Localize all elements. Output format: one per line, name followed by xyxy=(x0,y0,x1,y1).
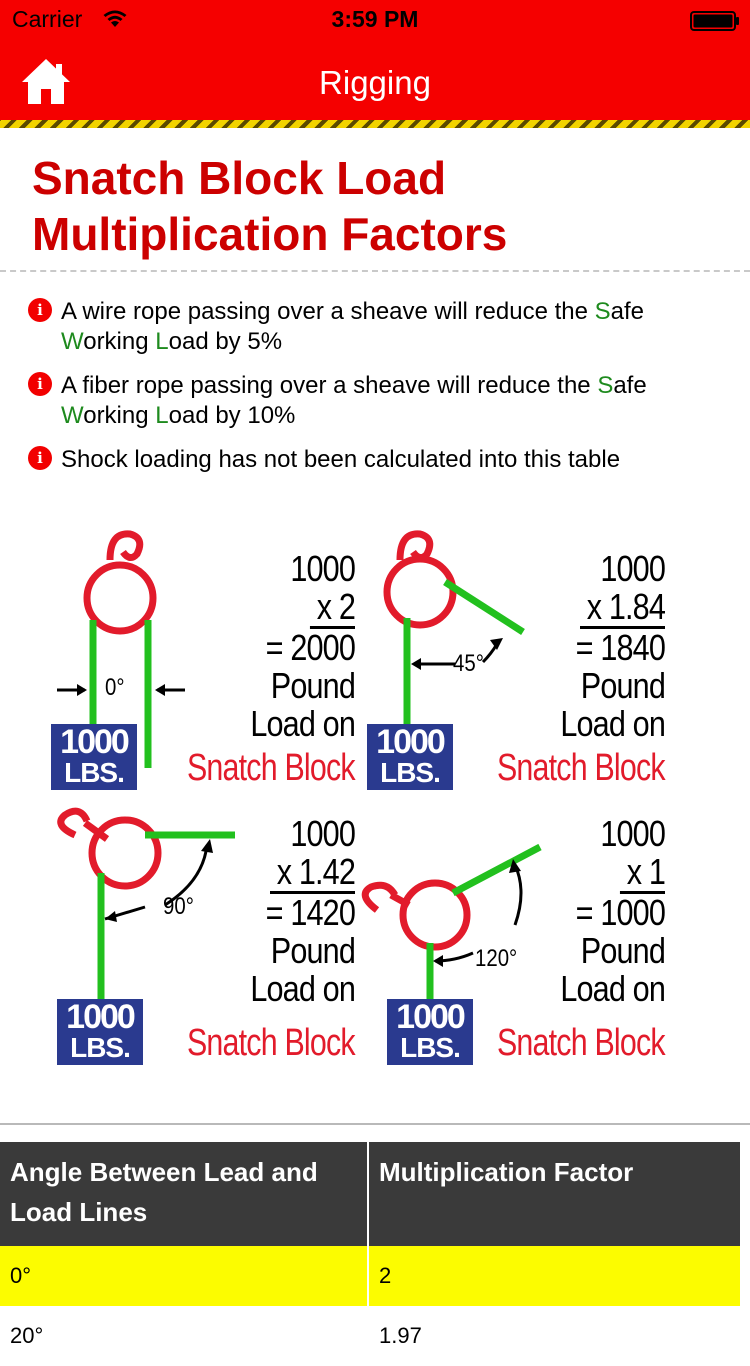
diagram-panel-45deg xyxy=(355,520,665,790)
note-item: i Shock loading has not been calculated into this table xyxy=(28,445,728,475)
page-title-line1: Snatch Block Load xyxy=(32,152,447,204)
dashed-divider xyxy=(0,270,750,272)
info-icon: i xyxy=(28,446,52,470)
status-time: 3:59 PM xyxy=(331,6,419,32)
calc-block: 1000 x 1.84 = 1840 Pound Load on xyxy=(560,548,665,744)
angle-label: 90° xyxy=(163,893,194,920)
page-title xyxy=(32,150,722,262)
notes-list xyxy=(28,297,728,489)
carrier-label: Carrier xyxy=(12,6,83,32)
table-row[interactable] xyxy=(0,1246,740,1306)
table-header-row xyxy=(0,1142,740,1246)
calc-block: 1000 x 1 = 1000 Pound Load on xyxy=(560,813,665,1009)
note-item: i A fiber rope passing over a sheave will reduce the Safe Working Load by 10% xyxy=(28,371,728,431)
diagram-panel-120deg xyxy=(355,795,665,1065)
multiplication-factor-table xyxy=(0,1142,740,1366)
snatch-block-label: Snatch Block xyxy=(497,1022,665,1064)
weight-badge: 1000 LBS. xyxy=(367,724,453,790)
diagram-panel-90deg xyxy=(45,795,355,1065)
info-icon: i xyxy=(28,372,52,396)
cell-factor: 1.97 xyxy=(368,1306,740,1366)
cell-angle: 0° xyxy=(0,1246,368,1306)
cell-factor: 2 xyxy=(368,1246,740,1306)
column-header-angle: Angle Between Lead and Load Lines xyxy=(0,1142,368,1246)
status-bar xyxy=(0,0,750,40)
angle-label: 45° xyxy=(453,650,484,677)
cell-angle: 20° xyxy=(0,1306,368,1366)
snatch-block-label: Snatch Block xyxy=(497,747,665,789)
diagram-panel-0deg xyxy=(45,520,355,790)
battery-icon xyxy=(690,11,740,31)
angle-label: 120° xyxy=(475,945,518,972)
column-header-factor: Multiplication Factor xyxy=(368,1142,740,1246)
snatch-block-diagram xyxy=(45,520,665,1065)
info-icon: i xyxy=(28,298,52,322)
weight-badge: 1000 LBS. xyxy=(51,724,137,790)
calc-block: 1000 x 2 = 2000 Pound Load on xyxy=(250,548,355,744)
angle-label: 0° xyxy=(105,674,125,701)
snatch-block-label: Snatch Block xyxy=(187,1022,355,1064)
page-title-line2: Multiplication Factors xyxy=(32,208,508,260)
weight-badge: 1000 LBS. xyxy=(387,999,473,1065)
hazard-stripe xyxy=(0,120,750,128)
table-row[interactable] xyxy=(0,1306,740,1366)
weight-badge: 1000 LBS. xyxy=(57,999,143,1065)
note-item: i A wire rope passing over a sheave will reduce the Safe Working Load by 5% xyxy=(28,297,728,357)
nav-bar xyxy=(0,40,750,120)
calc-block: 1000 x 1.42 = 1420 Pound Load on xyxy=(250,813,355,1009)
nav-title: Rigging xyxy=(319,64,431,101)
snatch-block-label: Snatch Block xyxy=(187,747,355,789)
table-divider xyxy=(0,1123,750,1125)
